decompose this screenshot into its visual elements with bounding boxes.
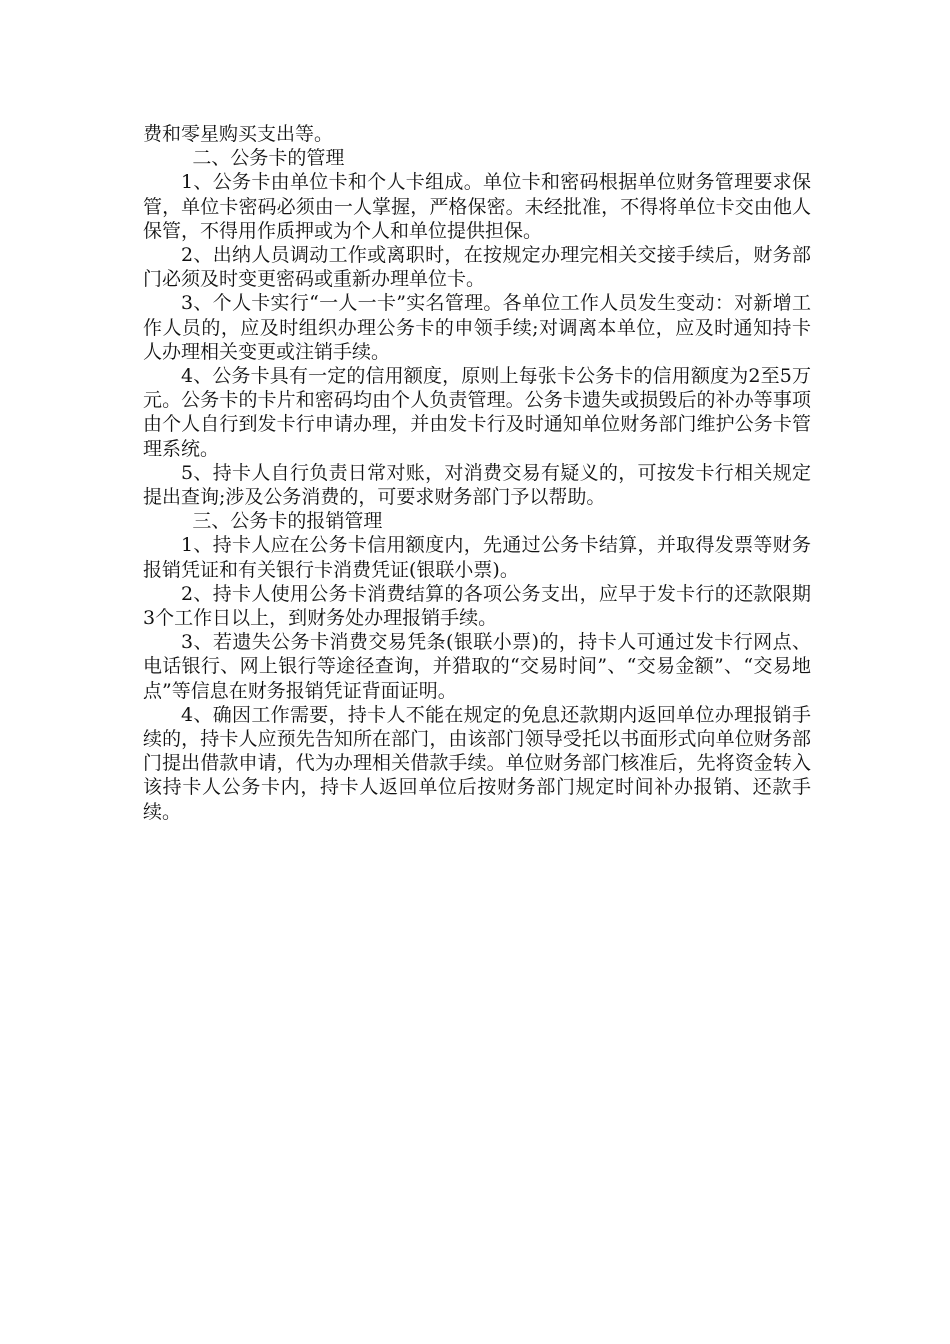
section-heading-3: 三、公务卡的报销管理 [192,510,383,533]
paragraph-item: 2、持卡人使用公务卡消费结算的各项公务支出，应早于发卡行的还款限期3个工作日以上，到财务处办理报销手续。 [143,582,811,630]
paragraph-item: 4、确因工作需要，持卡人不能在规定的免息还款期内返回单位办理报销手续的，持卡人应预先告知所在部门，由该部门领导受托以书面形式向单位财务部门提出借款申请，代为办理相关借款手续。单位财务部门核准后，先将资金转入该持卡人公务卡内，持卡人返回单位后按财务部门规定时间补办报销、还款手续。 [143,703,811,823]
paragraph-continuation: 费和零星购买支出等。 [143,123,334,145]
paragraph-item: 5、持卡人自行负责日常对账，对消费交易有疑义的，可按发卡行相关规定提出查询;涉及公务消费的，可要求财务部门予以帮助。 [143,461,811,509]
paragraph-item: 3、个人卡实行“一人一卡”实名管理。各单位工作人员发生变动：对新增工作人员的，应及时组织办理公务卡的申领手续;对调离本单位，应及时通知持卡人办理相关变更或注销手续。 [143,292,811,363]
paragraph-item: 2、出纳人员调动工作或离职时，在按规定办理完相关交接手续后，财务部门必须及时变更密码或重新办理单位卡。 [143,244,811,291]
paragraph-item: 3、若遗失公务卡消费交易凭条(银联小票)的，持卡人可通过发卡行网点、电话银行、网上银行等途径查询，并猎取的“交易时间”、“交易金额”、“交易地点”等信息在财务报销凭证背面证明。 [143,631,811,702]
paragraph-item: 1、持卡人应在公务卡信用额度内，先通过公务卡结算，并取得发票等财务报销凭证和有关银行卡消费凭证(银联小票)。 [143,534,811,581]
document-body [143,122,811,824]
paragraph-item: 4、公务卡具有一定的信用额度，原则上每张卡公务卡的信用额度为2至5万元。公务卡的卡片和密码均由个人负责管理。公务卡遗失或损毁后的补办等事项由个人自行到发卡行申请办理，并由发卡行及时通知单位财务部门维护公务卡管理系统。 [143,365,811,460]
paragraph-item: 1、公务卡由单位卡和个人卡组成。单位卡和密码根据单位财务管理要求保管，单位卡密码必须由一人掌握，严格保密。未经批准，不得将单位卡交由他人保管，不得用作质押或为个人和单位提供担保。 [143,171,811,242]
section-heading-2: 二、公务卡的管理 [192,147,345,170]
